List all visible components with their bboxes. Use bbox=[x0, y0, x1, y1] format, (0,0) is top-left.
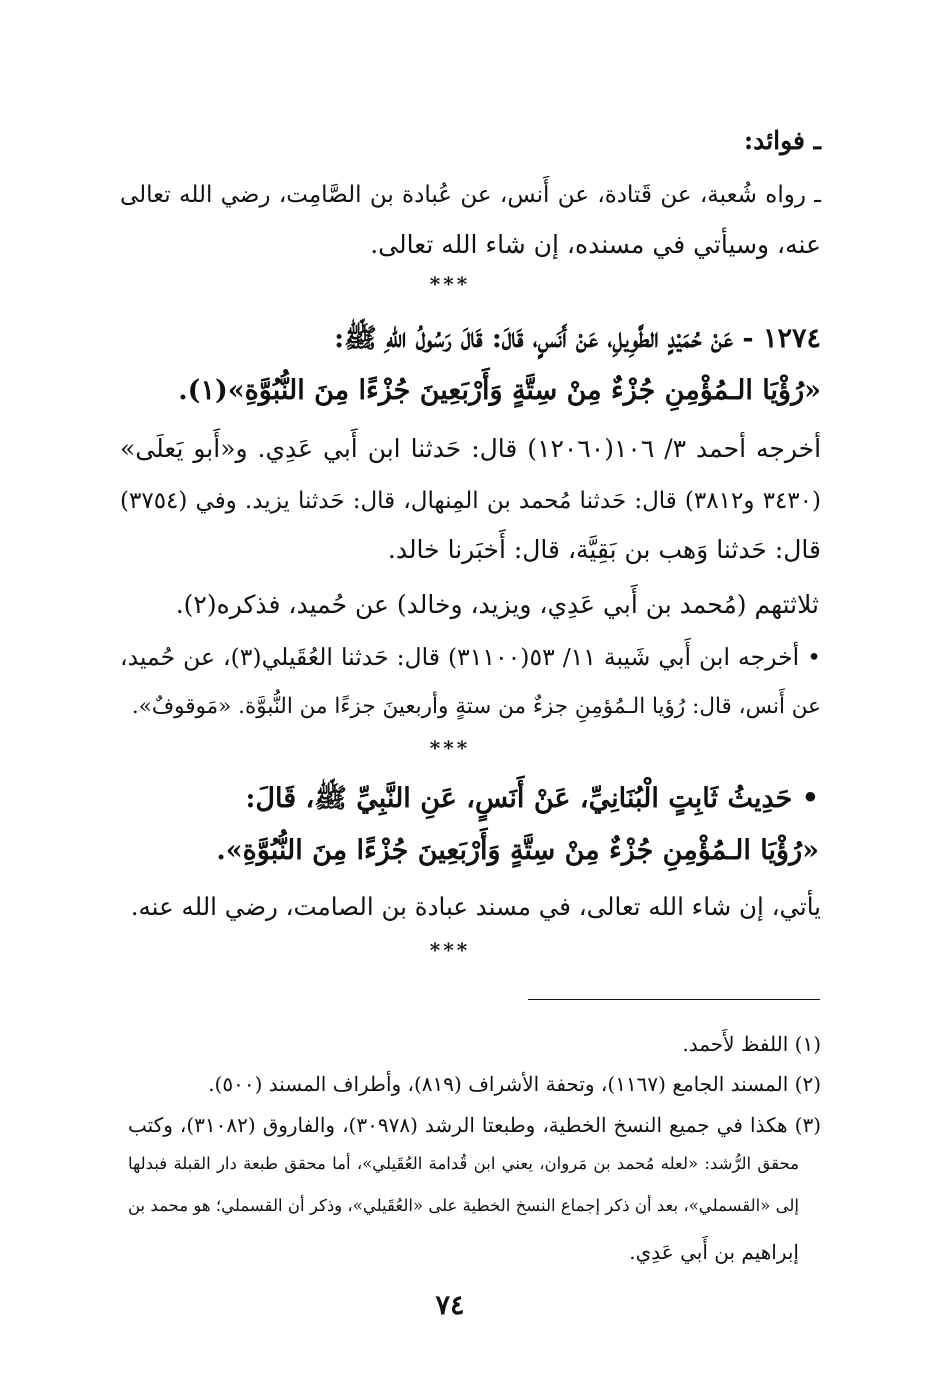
footnote-separator bbox=[528, 999, 820, 1000]
footnote-1: (١) اللفظ لأَحمد. bbox=[682, 1032, 821, 1056]
hadith-line: ١٢٧٤ - عَنْ حُمَيْدٍ الطَّوِيلِ، عَنْ أَنَسٍ، قَالَ: قَالَ رَسُولُ اللهِ ﷺ: bbox=[334, 323, 821, 354]
footnote-3-line: إبراهيم بن أَبي عَدِي. bbox=[629, 1240, 799, 1264]
cross-reference-line: يأتي، إن شاء الله تعالى، في مسند عبادة بن الصامت، رضي الله عنه. bbox=[130, 892, 821, 921]
section-separator: *** bbox=[429, 272, 471, 296]
takhrij-line: قال: حَدثنا وَهب بن بَقِيَّة، قال: أَخبَرنا خالد. bbox=[387, 535, 821, 564]
hadith-line: • حَدِيثُ ثَابِتٍ الْبُنَانِيِّ، عَنْ أَنَسٍ، عَنِ النَّبِيِّ ﷺ، قَالَ: bbox=[245, 783, 819, 814]
takhrij-line: أخرجه أحمد ٣/ ١٠٦(١٢٠٦٠) قال: حَدثنا ابن أَبي عَدِي. و«أَبو يَعلَى» bbox=[120, 434, 822, 463]
mawquf-line: عن أَنس، قال: رُؤيا الـمُؤمِنِ جزءٌ من ستةٍ وأربعينَ جزءًا من النُّبوَّة. «مَوقوفٌ». bbox=[131, 694, 821, 719]
section-separator: *** bbox=[429, 736, 471, 760]
summary-line: ثلاثتهم (مُحمد بن أَبي عَدِي، ويزيد، وخالد) عن حُميد، فذكره(٢). bbox=[175, 590, 819, 619]
footnote-2: (٢) المسند الجامع (١١٦٧)، وتحفة الأشراف (٨١٩)، وأطراف المسند (٥٠٠). bbox=[208, 1072, 821, 1096]
paragraph-line: ـ رواه شُعبة، عن قَتادة، عن أَنس، عن عُبادة بن الصَّامِت، رضي الله تعالى bbox=[120, 182, 821, 208]
takhrij-line: (٣٤٣٠ و٣٨١٢) قال: حَدثنا مُحمد بن المِنهال، قال: حَدثنا يزيد. وفي (٣٧٥٤) bbox=[120, 488, 821, 514]
footnote-3-line: محقق الرُّشد: «لعله مُحمد بن مَروان، يعني ابن قُدامة العُقَيلي»، أما محقق طبعة دار القبلة فبدلها bbox=[128, 1154, 799, 1173]
hadith-line: «رُؤْيَا الـمُؤْمِنِ جُزْءٌ مِنْ سِتَّةٍ وَأَرْبَعِينَ جُزْءًا مِنَ النُّبُوَّةِ». bbox=[216, 835, 819, 866]
paragraph-line: عنه، وسيأتي في مسنده، إن شاء الله تعالى. bbox=[370, 230, 821, 259]
section-separator: *** bbox=[429, 938, 471, 962]
hadith-line: «رُؤْيَا الـمُؤْمِنِ جُزْءٌ مِنْ سِتَّةٍ وَأَرْبَعِينَ جُزْءًا مِنَ النُّبُوَّةِ»(١). bbox=[178, 375, 821, 406]
page-number: ٧٤ bbox=[435, 1290, 465, 1321]
mawquf-line: • أخرجه ابن أَبي شَيبة ١١/ ٥٣(٣١١٠٠) قال: حَدثنا العُقَيلي(٣)، عن حُميد، bbox=[120, 643, 821, 671]
footnote-3-line: إلى «القسملي»، بعد أن ذكر إجماع النسخ الخطية على «العُقَيلي»، وذكر أن القسملي؛ هو محمد بن bbox=[128, 1196, 799, 1215]
footnote-3-line: (٣) هكذا في جميع النسخ الخطية، وطبعتا الرشد (٣٠٩٧٨)، والفاروق (٣١٠٨٢)، وكتب bbox=[128, 1113, 821, 1137]
section-heading: ـ فوائد: bbox=[743, 126, 821, 155]
